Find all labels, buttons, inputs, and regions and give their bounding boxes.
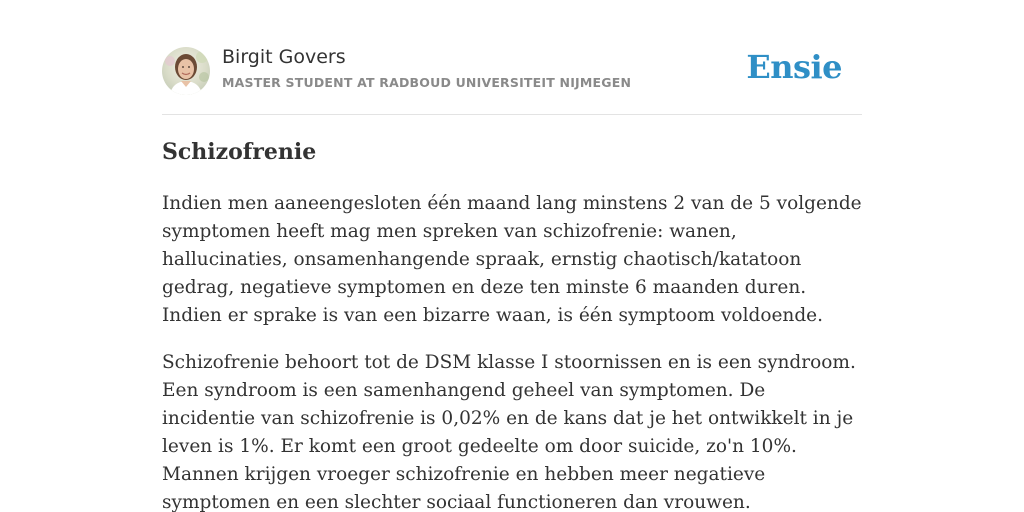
author-avatar[interactable] — [162, 47, 210, 95]
brand-logo[interactable]: Ensie — [746, 48, 842, 86]
author-header — [162, 44, 862, 115]
person-photo-icon — [162, 47, 210, 95]
article-title: Schizofrenie — [162, 139, 317, 165]
author-name[interactable]: Birgit Govers — [222, 46, 346, 68]
article — [162, 136, 862, 512]
article-paragraph: Schizofrenie behoort tot de DSM klasse I stoornissen en is een syndroom. Een syndroom is een samenhangend geheel van symptomen. De incidentie van schizofrenie is 0,02% en de kans dat je het ontwikkelt in je leven is 1%. Er komt een groot gedeelte om door suicide, zo'n 10%. Mannen krijgen vroeger schizofrenie en hebben meer negatieve symptomen en een slechter sociaal functioneren dan vrouwen. — [162, 352, 856, 512]
article-paragraph: Indien men aaneengesloten één maand lang minstens 2 van de 5 volgende symptomen heeft mag men spreken van schizofrenie: wanen, hallucinaties, onsamenhangende spraak, ernstig chaotisch/katatoon gedrag, negatieve symptomen en deze ten minste 6 maanden duren. Indien er sprake is van een bizarre waan, is één symptoom voldoende. — [162, 193, 862, 326]
author-role: MASTER STUDENT AT RADBOUD UNIVERSITEIT NIJMEGEN — [222, 75, 632, 90]
